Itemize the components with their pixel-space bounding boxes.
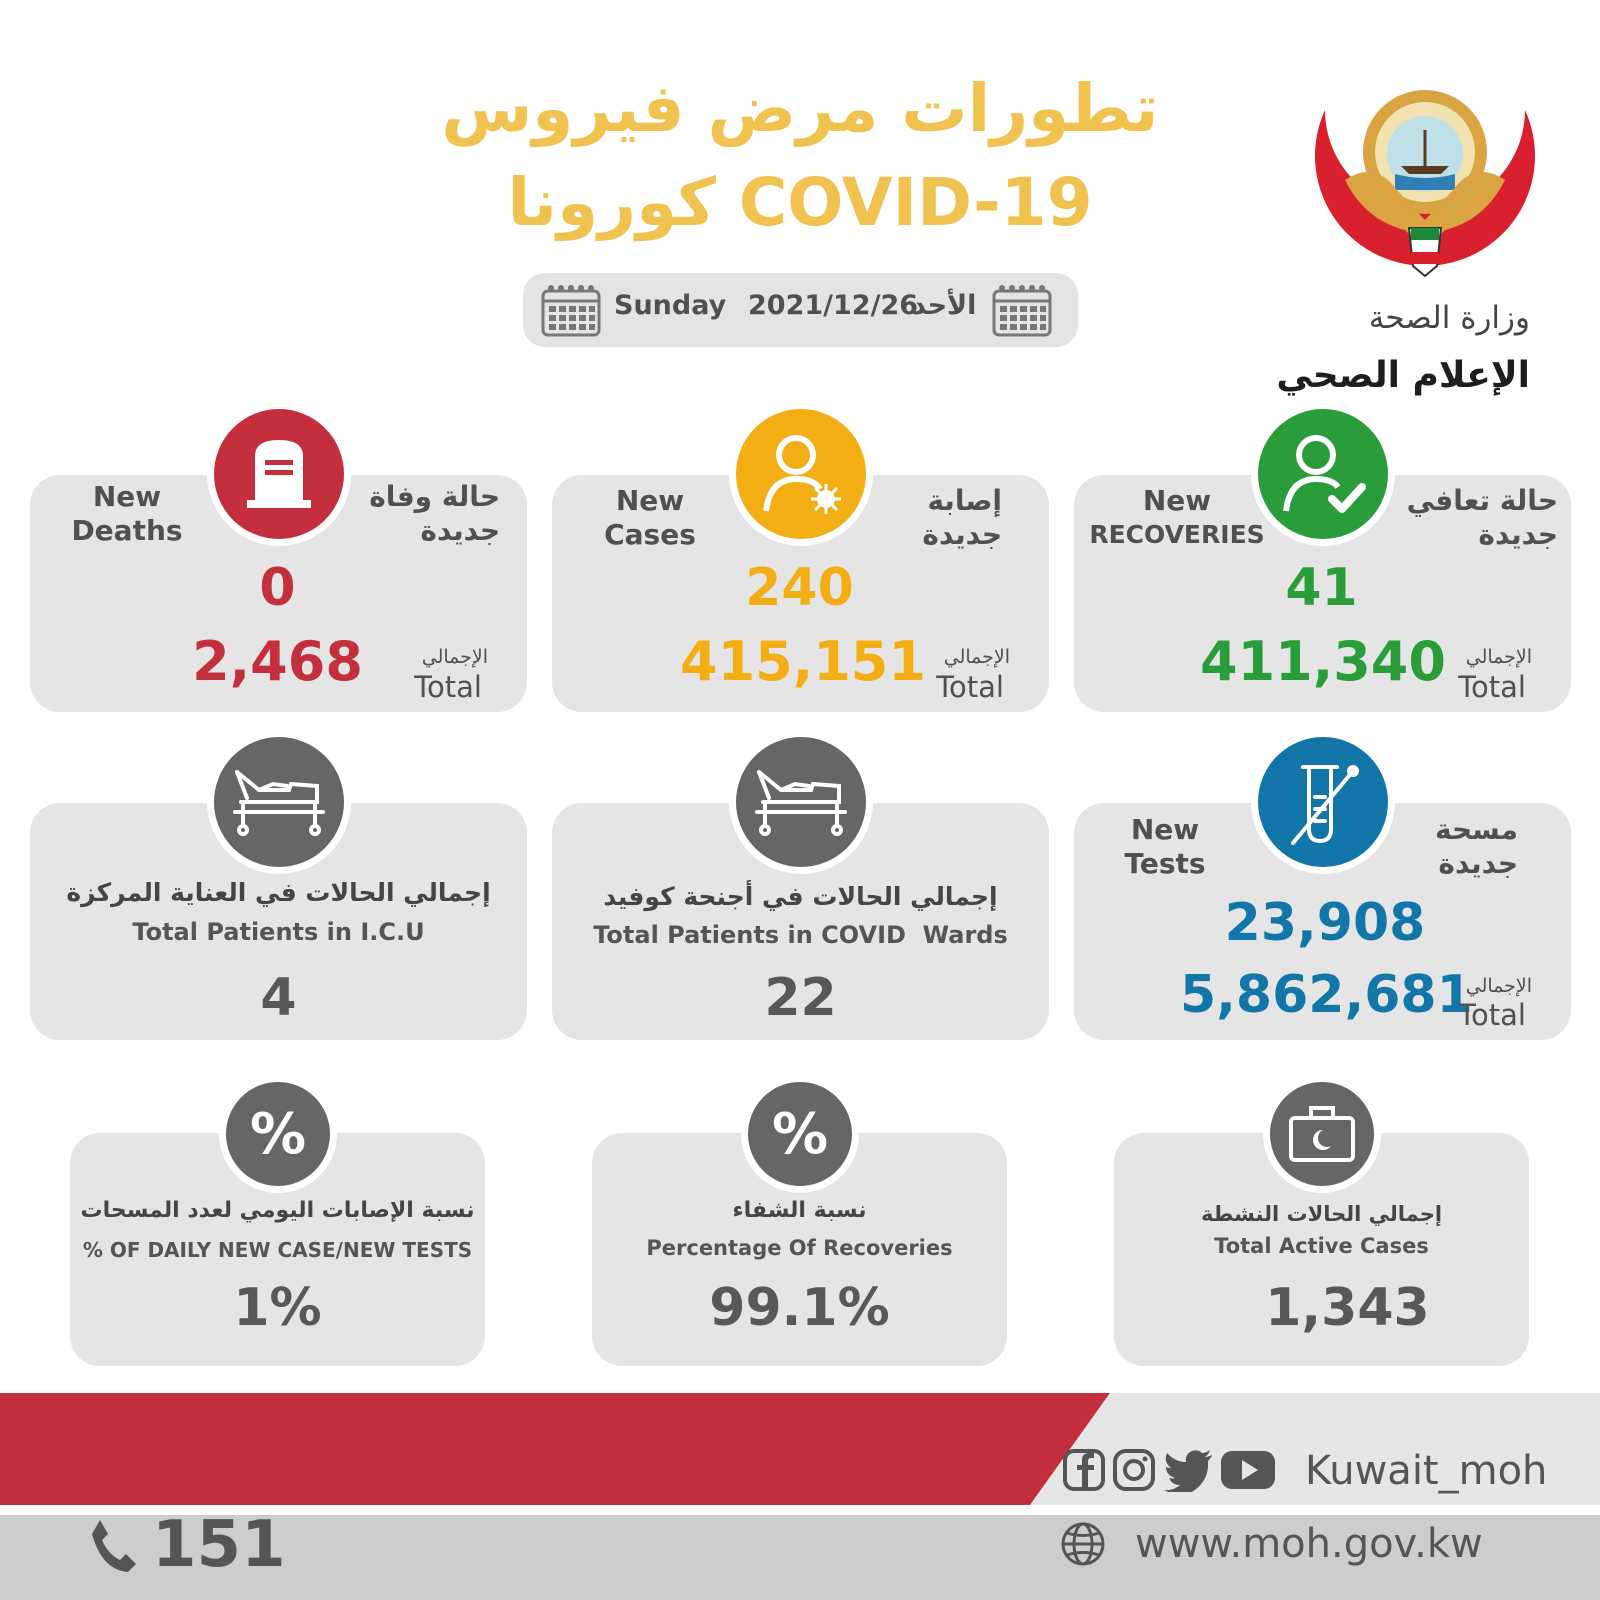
icu-label-en: Total Patients in I.C.U [132, 918, 425, 946]
tests-label-en: New Tests [1124, 813, 1206, 880]
day-english: Sunday [614, 290, 727, 321]
test-tube-swab-icon [1283, 757, 1363, 847]
day-arabic: الأحد [912, 290, 977, 321]
percent-icon: % [249, 1101, 307, 1167]
twitter-icon[interactable] [1164, 1450, 1214, 1492]
cases-label-ar: إصابة جديدة [922, 484, 1002, 551]
total-tests-value: 5,862,681 [1180, 965, 1473, 1025]
title-arabic: تطورات مرض فيروس [441, 70, 1159, 147]
recoveries-label-ar: حالة تعافي جديدة [1406, 484, 1558, 551]
deaths-total-label-en: Total [414, 670, 482, 704]
daily-ratio-label-en: % OF DAILY NEW CASE/NEW TESTS [82, 1238, 473, 1262]
wards-icon-circle [729, 730, 873, 874]
new-deaths-value: 0 [259, 558, 296, 618]
phone-icon [88, 1518, 138, 1574]
daily-ratio-value: 1% [233, 1278, 322, 1338]
recovery-pct-value: 99.1% [709, 1278, 890, 1338]
medical-case-icon [1287, 1104, 1357, 1164]
new-recoveries-value: 41 [1285, 558, 1358, 618]
wards-label-en: Total Patients in COVID Wards [593, 921, 1008, 949]
deaths-label-ar: حالة وفاة جديدة [369, 480, 500, 547]
icu-label-ar: إجمالي الحالات في العناية المركزة [66, 878, 491, 907]
ministry-name: وزارة الصحة [1368, 300, 1530, 336]
youtube-icon[interactable] [1220, 1450, 1276, 1490]
calendar-icon [541, 283, 601, 337]
recovery-pct-label-en: Percentage Of Recoveries [646, 1236, 953, 1260]
active-cases-icon-circle [1263, 1075, 1381, 1193]
tests-total-label-en: Total [1458, 998, 1526, 1032]
tests-icon-circle [1251, 730, 1395, 874]
recoveries-label-en: New RECOVERIES [1089, 484, 1265, 549]
new-tests-value: 23,908 [1224, 893, 1426, 953]
facebook-icon[interactable] [1062, 1448, 1106, 1492]
recoveries-total-label-en: Total [1458, 670, 1526, 704]
percent-icon: % [771, 1101, 829, 1167]
instagram-icon[interactable] [1112, 1448, 1156, 1492]
deaths-icon-circle [207, 402, 351, 546]
daily-ratio-label-ar: نسبة الإصابات اليومي لعدد المسحات [80, 1198, 475, 1223]
new-cases-value: 240 [745, 558, 854, 618]
daily-ratio-icon-circle [219, 1075, 337, 1193]
person-check-icon [1278, 429, 1368, 519]
deaths-total-label-ar: الإجمالي [421, 646, 488, 668]
wards-label-ar: إجمالي الحالات في أجنحة كوفيد [603, 882, 998, 911]
active-cases-label-en: Total Active Cases [1214, 1234, 1429, 1258]
icu-icon-circle [207, 730, 351, 874]
cases-total-label-ar: الإجمالي [943, 646, 1010, 668]
recoveries-total-label-ar: الإجمالي [1465, 646, 1532, 668]
total-deaths-value: 2,468 [192, 630, 363, 693]
tests-label-ar: مسحة جديدة [1435, 813, 1518, 880]
date-value: 2021/12/26 [748, 290, 919, 321]
total-recoveries-value: 411,340 [1200, 630, 1446, 693]
active-cases-value: 1,343 [1265, 1278, 1430, 1338]
total-cases-value: 415,151 [680, 630, 926, 693]
active-cases-label-ar: إجمالي الحالات النشطة [1200, 1202, 1443, 1226]
cases-label-en: New Cases [604, 484, 696, 551]
globe-icon [1060, 1521, 1106, 1567]
tombstone-icon [239, 434, 319, 514]
cases-icon-circle [729, 402, 873, 546]
recovery-pct-icon-circle [741, 1075, 859, 1193]
wards-value: 22 [764, 968, 837, 1028]
ministry-emblem-logo [1305, 70, 1545, 290]
cases-total-label-en: Total [936, 670, 1004, 704]
social-handle[interactable]: Kuwait_moh [1305, 1448, 1548, 1494]
recovery-pct-label-ar: نسبة الشفاء [732, 1198, 867, 1223]
tests-total-label-ar: الإجمالي [1465, 975, 1532, 997]
hospital-bed-icon [229, 762, 329, 842]
calendar-icon [992, 283, 1052, 337]
hospital-bed-icon [751, 762, 851, 842]
deaths-label-en: New Deaths [71, 480, 183, 547]
media-office-name: الإعلام الصحي [1276, 355, 1530, 396]
recoveries-icon-circle [1251, 402, 1395, 546]
website-link[interactable]: www.moh.gov.kw [1135, 1521, 1483, 1567]
title-covid: كورونا COVID-19 [507, 164, 1093, 241]
icu-value: 4 [260, 968, 297, 1028]
person-virus-icon [756, 429, 846, 519]
hotline-number[interactable]: 151 [152, 1508, 286, 1582]
